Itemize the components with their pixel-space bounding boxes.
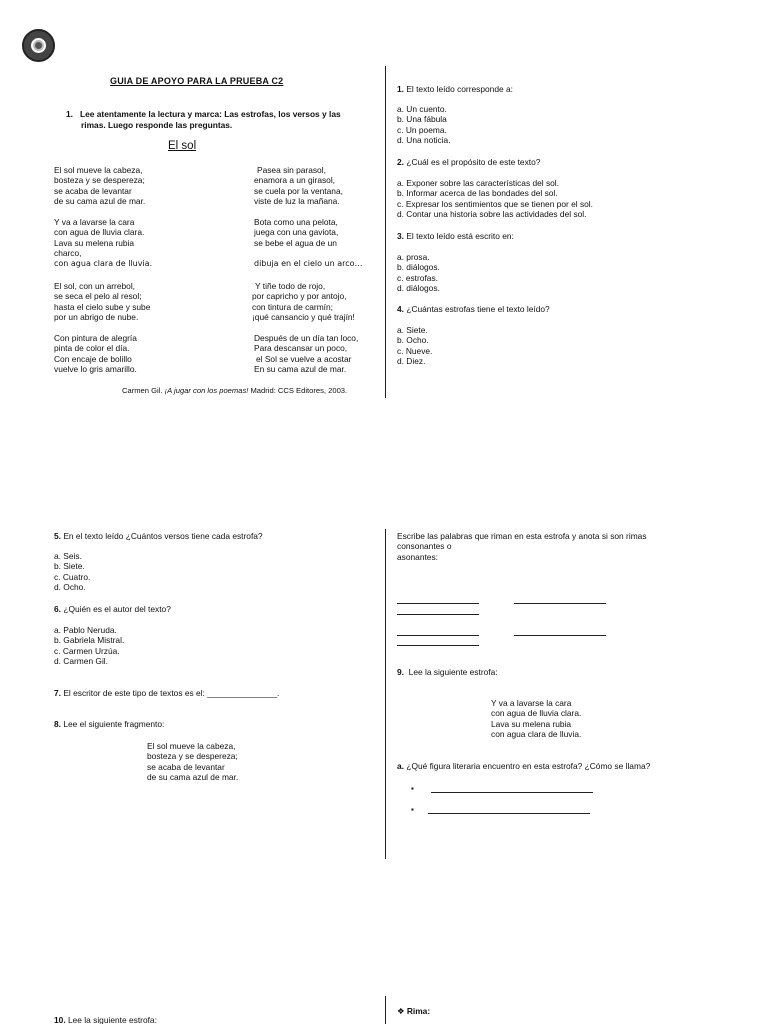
question-2 [397,157,540,167]
question-1 [397,84,513,94]
poem-line: por capricho y por antojo, [252,291,347,302]
answer-option: d. Diez. [397,356,426,367]
fragment-line: El sol mueve la cabeza, [147,741,236,751]
poem-line: con agua de lluvia clara. [54,227,145,238]
poem-line: el Sol se vuelve a acostar [256,353,352,364]
rhyme-instruction-line: consonantes o [397,541,452,552]
bullet-icon: ▪ [411,805,414,814]
question-text: Lee el siguiente fragmento: [63,719,165,729]
poem-stanza-4 [54,333,137,375]
answer-option: c. Nueve. [397,345,433,356]
rhyme-answer-blank[interactable] [514,628,606,636]
answer-option: b. Gabriela Mistral. [54,635,125,646]
question-10 [54,1015,157,1024]
citation-book: ¡A jugar con los poemas! [164,386,249,395]
answer-option: a. Exponer sobre las características del sol. [397,178,559,188]
instruction-line-2: rimas. Luego responde las preguntas. [81,119,233,130]
rima-section [397,1006,430,1016]
answer-option: a. Siete. [397,325,428,335]
poem-line: Y va a lavarse la cara [54,217,135,227]
answer-option: b. Informar acerca de las bondades del sol. [397,188,558,199]
poem-line: dibuja en el cielo un arco… [254,258,363,268]
answer-option: a. Seis. [54,551,82,561]
question-3 [397,231,514,241]
diamond-bullet-icon: ❖ [397,1006,405,1016]
answer-option: a. Pablo Neruda. [54,625,117,635]
poem-line: Con pintura de alegría [54,333,137,343]
poem-stanza-2 [54,217,152,269]
fragment-lines [147,741,238,783]
question-number: 7. [54,688,61,698]
question-3-options [397,252,440,294]
poem-line: En su cama azul de mar. [254,364,347,375]
instruction-number: 1. [66,109,73,119]
question-number: a. [397,761,404,771]
poem-line: bosteza y se despereza; [54,175,145,186]
poem-line: de su cama azul de mar. [54,196,146,207]
stanza-line: con agua de lluvia clara. [491,708,582,719]
answer-option: d. Una noticia. [397,135,451,146]
school-crest-icon [22,29,55,62]
question-4-options [397,325,432,367]
poem-title: El sol [168,140,197,152]
instruction-line-1: Lee atentamente la lectura y marca: Las estrofas, los versos y las [79,109,341,119]
rhyme-answer-blank[interactable] [397,596,479,604]
rhyme-instruction [397,531,647,562]
answer-option: c. estrofas. [397,272,438,283]
question-text: El texto leído corresponde a: [406,84,513,94]
question-text: En el texto leído ¿Cuántos versos tiene cada estrofa? [63,531,263,541]
poem-line: juega con una gaviota, [254,227,339,238]
answer-blank[interactable]: _______________. [207,688,280,698]
rhyme-answer-blank[interactable] [397,638,479,646]
answer-option: d. diálogos. [397,283,440,294]
poem-line: viste de luz la mañana. [254,196,340,207]
poem-line: vuelve lo gris amarillo. [54,364,137,375]
fragment-line: se acaba de levantar [147,761,225,772]
poem-line: El sol mueve la cabeza, [54,165,143,175]
poem-line: Bota como una pelota, [254,217,338,227]
poem-stanza-6 [254,217,363,269]
rhyme-answer-blank[interactable] [397,607,479,615]
citation-publisher: Madrid: CCS Editores, 2003. [250,386,348,395]
figure-answer-blank[interactable] [428,806,590,814]
poem-stanza-8 [254,333,358,375]
poem-line: charco, [54,248,82,259]
answer-option: b. diálogos. [397,262,440,273]
answer-option: d. Contar una historia sobre las actividades del sol. [397,209,587,220]
poem-line: Lava su melena rubia [54,237,135,248]
answer-option: d. Ocho. [54,582,86,593]
poem-stanza-3 [54,281,150,323]
question-4 [397,304,550,314]
poem-line: ¡qué cansancio y qué trajín! [252,312,355,323]
question-number: 5. [54,531,61,541]
poem-line: se seca el pelo al resol; [54,291,142,302]
rhyme-instruction-line: Escribe las palabras que riman en esta estrofa y anota si son rimas [397,531,647,541]
column-divider [385,529,386,859]
answer-option: c. Un poema. [397,124,447,135]
page-title: GUIA DE APOYO PARA LA PRUEBA C2 [110,76,284,86]
question-text: ¿Qué figura literaria encuentro en esta estrofa? ¿Cómo se llama? [406,761,651,771]
poem-line: con tintura de carmín; [252,301,333,312]
question-7 [54,688,279,698]
question-text: El escritor de este tipo de textos es el: [63,688,205,698]
poem-line: se bebe el agua de un [254,237,337,248]
poem-line: Y tiñe todo de rojo, [255,281,326,291]
question-9a [397,761,650,771]
poem-line: enamora a un girasol, [254,175,336,186]
instruction-block [66,109,341,130]
answer-option: b. Siete. [54,561,85,572]
bullet-icon: ▪ [411,784,414,793]
poem-line: se acaba de levantar [54,185,132,196]
answer-option: c. Cuatro. [54,571,91,582]
question-1-options [397,104,451,146]
question-number: 8. [54,719,61,729]
question-text: ¿Quién es el autor del texto? [63,604,171,614]
question-number: 10. [54,1015,66,1024]
question-number: 2. [397,157,404,167]
poem-line: Con encaje de bolillo [54,353,132,364]
rhyme-instruction-line: asonantes: [397,551,438,562]
fragment-line: bosteza y se despereza; [147,751,238,762]
poem-line: se cuela por la ventana, [254,185,343,196]
column-divider [385,66,386,398]
question-number: 9. [397,667,404,677]
question-text: El texto leído está escrito en: [406,231,514,241]
column-divider [385,996,386,1024]
poem-line: con agua clara de lluvia. [54,258,153,268]
poem-citation [122,386,347,396]
answer-option: a. prosa. [397,252,430,262]
poem-stanza-7 [252,281,355,323]
question-text: ¿Cuál es el propósito de este texto? [406,157,541,167]
rhyme-answer-blank[interactable] [397,628,479,636]
poem-stanza-5 [254,165,343,207]
citation-author: Carmen Gil. [122,386,163,395]
poem-line: hasta el cielo sube y sube [54,301,151,312]
question-6-options [54,625,124,667]
poem-line: por un abrigo de nube. [54,312,139,323]
answer-option: d. Carmen Gil. [54,656,108,667]
answer-option: b. Ocho. [397,335,429,346]
stanza-line: Lava su melena rubia [491,718,572,729]
question-number: 4. [397,304,404,314]
answer-option: c. Carmen Urzúa. [54,645,120,656]
question-text: ¿Cuántas estrofas tiene el texto leído? [406,304,550,314]
poem-stanza-1 [54,165,145,207]
poem-line: Después de un día tan loco, [254,333,359,343]
answer-option: c. Expresar los sentimientos que se tienen por el sol. [397,198,593,209]
rima-label: Rima: [406,1006,431,1016]
question-5-options [54,551,90,593]
question-text: Lee la siguiente estrofa: [67,1015,157,1024]
stanza-line: con agua clara de lluvia. [491,729,582,740]
answer-option: a. Un cuento. [397,104,447,114]
question-5 [54,531,263,541]
question-9 [397,667,498,677]
stanza-line: Y va a lavarse la cara [491,698,572,708]
question-text: Lee la siguiente estrofa: [408,667,498,677]
rhyme-answer-blank[interactable] [514,596,606,604]
fragment-line: de su cama azul de mar. [147,772,239,783]
answer-option: b. Una fábula [397,114,447,125]
stanza-lines [491,698,581,740]
question-6 [54,604,171,614]
poem-line: El sol, con un arrebol, [54,281,136,291]
question-number: 6. [54,604,61,614]
poem-line: pinta de color el día. [54,343,130,354]
question-number: 3. [397,231,404,241]
question-8 [54,719,164,729]
question-number: 1. [397,84,404,94]
question-2-options [397,178,593,220]
poem-line: Pasea sin parasol, [257,165,326,175]
figure-answer-blank[interactable] [431,785,593,793]
poem-line: Para descansar un poco, [254,343,348,354]
